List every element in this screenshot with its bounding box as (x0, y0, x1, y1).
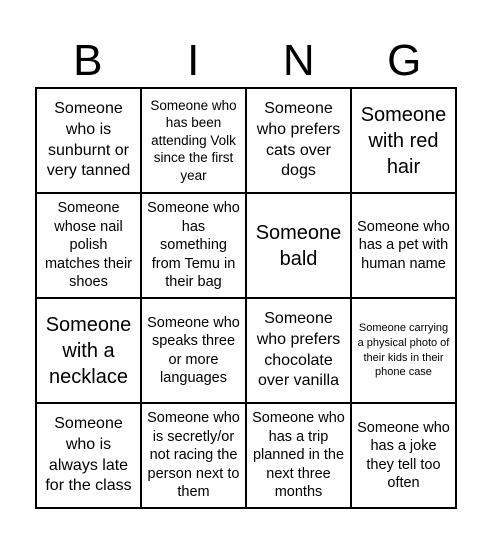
bingo-cell[interactable] (246, 88, 351, 193)
bingo-header (35, 36, 457, 86)
header-letter-n: N (282, 36, 315, 85)
header-letter-g: G (387, 36, 422, 85)
bingo-cell-text: Someone who has something from Temu in their bag (147, 200, 240, 291)
bingo-cell[interactable] (351, 193, 456, 298)
bingo-cell[interactable] (36, 193, 141, 298)
bingo-cell-text: Someone with a necklace (45, 313, 132, 388)
bingo-cell-text: Someone who prefers cats over dogs (256, 99, 341, 180)
bingo-cell[interactable] (246, 193, 351, 298)
bingo-cell-text: Someone who speaks three or more languages (147, 314, 240, 386)
bingo-cell[interactable] (141, 298, 246, 403)
bingo-cell-text: Someone with red hair (360, 103, 447, 178)
bingo-cell[interactable] (246, 403, 351, 508)
bingo-grid (35, 87, 457, 509)
bingo-cell[interactable] (351, 88, 456, 193)
bingo-cell[interactable] (141, 193, 246, 298)
bingo-cell-text: Someone who is sunburnt or very tanned (46, 99, 131, 180)
header-letter-i: I (187, 36, 200, 85)
bingo-cell-text: Someone bald (255, 221, 342, 270)
bingo-cell-text: Someone who has been attending Volk since the first year (150, 97, 237, 183)
bingo-cell-text: Someone who has a trip planned in the next three months (252, 410, 345, 501)
bingo-cell[interactable] (36, 88, 141, 193)
bingo-cell[interactable] (36, 403, 141, 508)
bingo-cell-text: Someone whose nail polish matches their shoes (44, 200, 133, 291)
bingo-cell-text: Someone who prefers chocolate over vanilla (256, 309, 341, 390)
bingo-cell[interactable] (246, 298, 351, 403)
bingo-cell-text: Someone who is always late for the class (45, 414, 132, 495)
bingo-cell-text: Someone carrying a physical photo of their kids in their phone case (357, 322, 450, 379)
bingo-cell[interactable] (36, 298, 141, 403)
bingo-cell-text: Someone who has a joke they tell too often (357, 419, 450, 491)
bingo-cell[interactable] (141, 403, 246, 508)
bingo-cell-text: Someone who has a pet with human name (357, 218, 450, 272)
bingo-cell[interactable] (351, 298, 456, 403)
bingo-cell[interactable] (351, 403, 456, 508)
bingo-cell[interactable] (141, 88, 246, 193)
bingo-cell-text: Someone who is secretly/or not racing the person next to them (147, 410, 240, 501)
header-letter-b: B (73, 36, 103, 85)
